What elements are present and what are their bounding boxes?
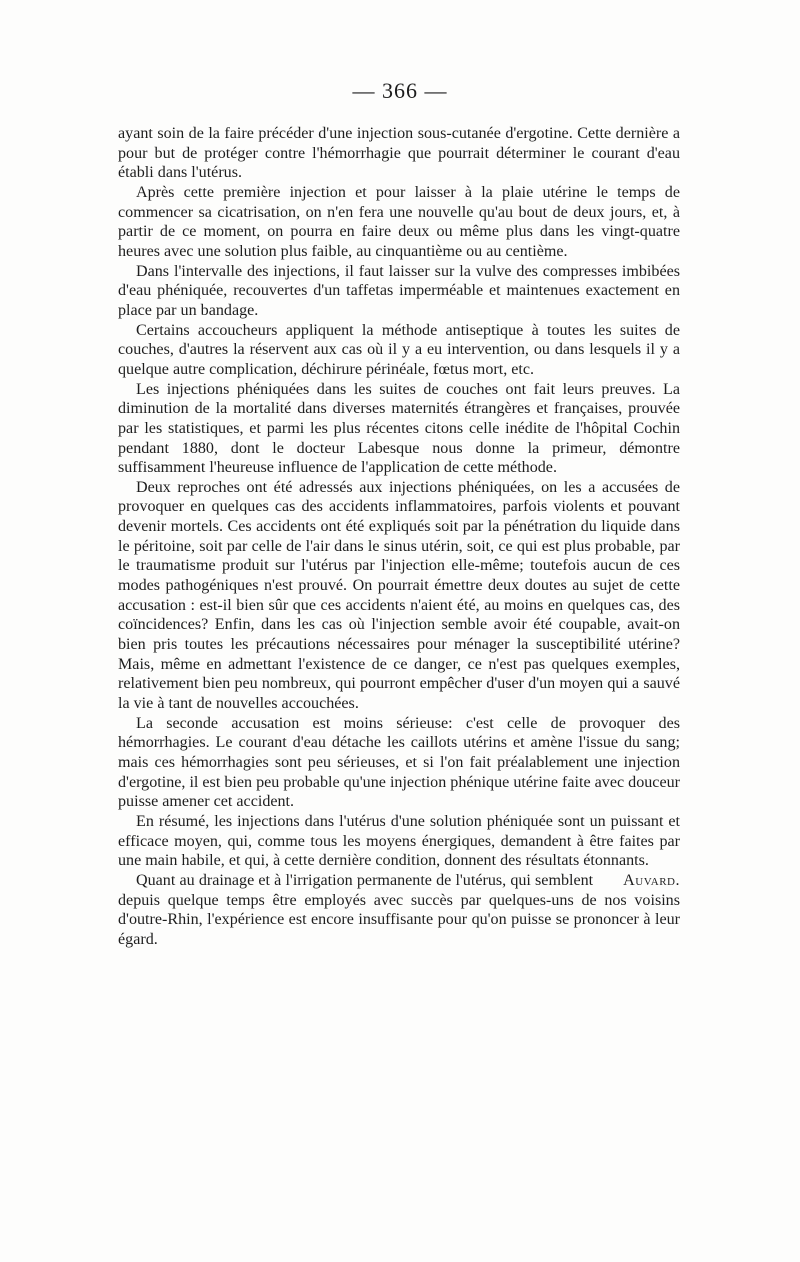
paragraph: Deux reproches ont été adressés aux injections phéniquées, on les a accusées de provoquer en quelques cas des accidents inflammatoires, parfois violents et pouvant devenir mortels. Ces accidents ont été expliqués soit par la pénétration du liquide dans le péritoine, soit par celle de l'air dans le sinus utérin, soit, ce qui est plus probable, par le traumatisme produit sur l'utérus par l'injection elle-même; toutefois aucun de ces modes pathogéniques n'est prouvé. On pourrait émettre deux doutes au sujet de cette accusation : est-il bien sûr que ces accidents n'aient été, au moins en quelques cas, des coïncidences? Enfin, dans les cas où l'injection semble avoir été coupable, avait-on bien pris toutes les précautions nécessaires pour ménager la susceptibilité utérine? Mais, même en admettant l'existence de ce danger, ce n'est pas quelques exemples, relativement bien peu nombreux, qui pourront empêcher d'user d'un moyen qui a sauvé la vie à tant de nouvelles accouchées. [118, 478, 680, 713]
paragraph: Dans l'intervalle des injections, il faut laisser sur la vulve des compresses imbibées d'eau phéniquée, recouvertes d'un taffetas imperméable et maintenues exactement en place par un bandage. [118, 262, 680, 319]
paragraph-continuation: ayant soin de la faire précéder d'une injection sous-cutanée d'ergotine. Cette dernière a pour but de protéger contre l'hémorrhagie que pourrait déterminer le courant d'eau établi dans l'utérus. [118, 125, 680, 182]
paragraph: En résumé, les injections dans l'utérus d'une solution phéniquée sont un puissant et efficace moyen, qui, comme tous les moyens énergiques, demandent à être faites par une main habile, et qui, à cette dernière condition, donnent des résultats étonnants. [118, 812, 680, 870]
page-number: — 366 — [352, 78, 448, 103]
author-signature: Auvard. [623, 871, 680, 889]
body-text [118, 124, 680, 950]
final-paragraph-text: Quant au drainage et à l'irrigation permanente de l'utérus, qui semblent depuis quelque temps être employés avec succès par quelques-uns de nos voisins d'outre-Rhin, l'expérience est encore insuffisante pour qu'on puisse se prononcer à leur égard. [118, 871, 680, 948]
paragraph: Après cette première injection et pour laisser à la plaie utérine le temps de commencer sa cicatrisation, on n'en fera une nouvelle qu'au bout de deux jours, et, à partir de ce moment, on pourra en faire deux ou même plus dans les vingt-quatre heures avec une solution plus faible, au cinquantième ou au centième. [118, 183, 680, 260]
final-paragraph [118, 871, 680, 950]
paragraph: La seconde accusation est moins sérieuse: c'est celle de provoquer des hémorrhagies. Le courant d'eau détache les caillots utérins et amène l'issue du sang; mais ces hémorrhagies sont peu sérieuses, et si l'on fait préalablement une injection d'ergotine, il est bien peu probable qu'une injection phénique utérine faite avec douceur puisse amener cet accident. [118, 714, 680, 811]
paragraph: Certains accoucheurs appliquent la méthode antiseptique à toutes les suites de couches, d'autres la réservent aux cas où il y a eu intervention, ou dans lesquels il y a quelque autre complication, déchirure périnéale, fœtus mort, etc. [118, 321, 680, 378]
paragraph: Les injections phéniquées dans les suites de couches ont fait leurs preuves. La diminution de la mortalité dans diverses maternités étrangères et françaises, prouvée par les statistiques, et parmi les plus récentes citons celle inédite de l'hôpital Cochin pendant 1880, dont le docteur Labesque nous donne la primeur, démontre suffisamment l'heureuse influence de l'application de cette méthode. [118, 380, 680, 477]
